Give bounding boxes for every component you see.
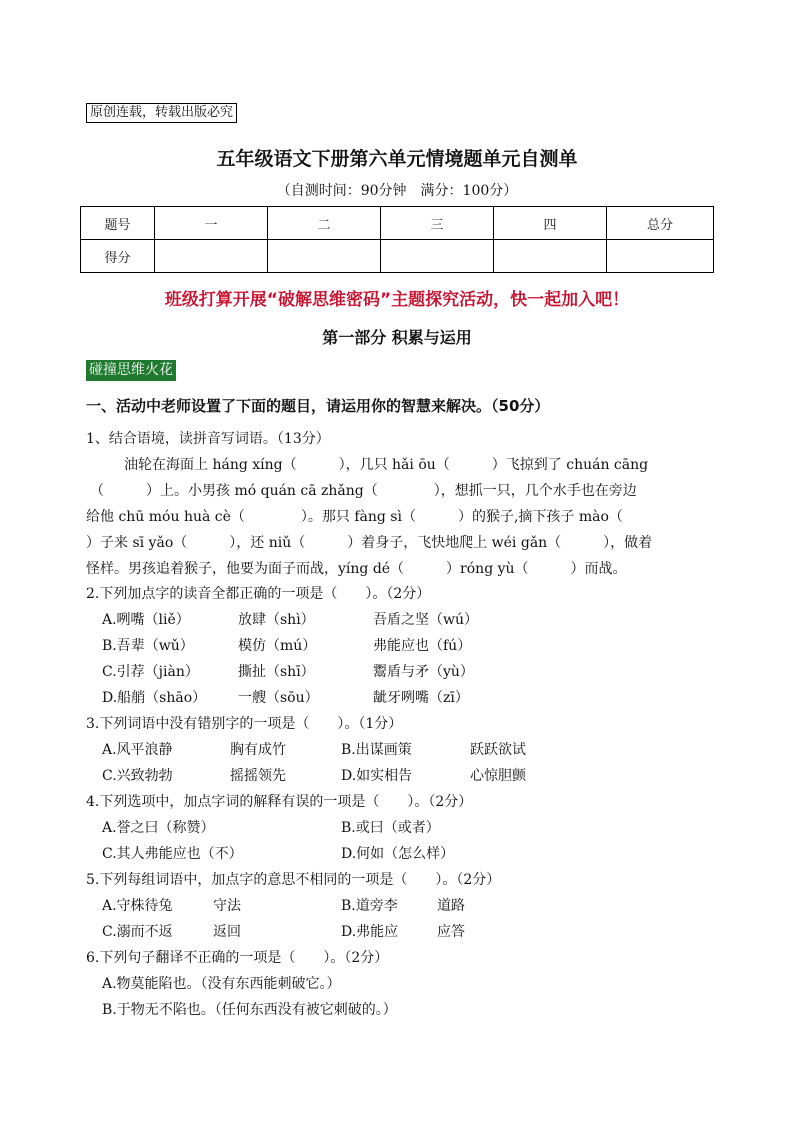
q4-option: C.其人弗能应也（不）	[102, 846, 243, 862]
q1-text-line: 给他 chū móu huà cè（ ）。那只 fàng sì（ ）的猴子,摘下孩子 mào（	[86, 509, 623, 525]
q3-option: 胸有成竹	[230, 742, 286, 758]
q2-option: D.船艄（shāo）	[102, 690, 207, 706]
q1-text-line: ）子来 sī yǎo（ ），还 niǔ（ ）着身子，飞快地爬上 wéi gǎn（ ），做着	[86, 535, 653, 551]
q4-option: A.誉之曰（称赞）	[102, 820, 215, 836]
q3-title: 3.下列词语中没有错别字的一项是（ ）。（1分）	[86, 716, 403, 732]
q4-title: 4.下列选项中，加点字词的解释有误的一项是（ ）。（2分）	[86, 794, 473, 810]
score-header-cell: 题号	[81, 207, 155, 240]
score-header-cell: 四	[494, 207, 607, 240]
score-header-cell: 三	[381, 207, 494, 240]
score-cell[interactable]	[607, 240, 714, 273]
q2-option: 弗能应也（fú）	[373, 638, 472, 654]
q3-option: 跃跃欲试	[470, 742, 526, 758]
q1-text-line: 油轮在海面上 háng xíng（ ），几只 hǎi ōu（ ）飞掠到了 chuán cāng	[124, 457, 649, 473]
copyright-notice: 原创连载，转载出版必究	[86, 103, 237, 123]
q6-title: 6.下列句子翻译不正确的一项是（ ）。（2分）	[86, 950, 389, 966]
q5-title: 5.下列每组词语中，加点字的意思不相同的一项是（ ）。（2分）	[86, 872, 501, 888]
q5-option: 应答	[437, 924, 465, 940]
page-subtitle: （自测时间：90分钟 满分：100分）	[276, 183, 518, 199]
q3-option: C.兴致勃勃	[102, 768, 173, 784]
q2-option: 龇牙咧嘴（zī）	[373, 690, 469, 706]
q5-option: C.溺而不返	[102, 924, 173, 940]
q5-option: 道路	[437, 898, 465, 914]
q1-text-line: （ ）上。小男孩 mó quán cā zhǎng（ ），想抓一只，几个水手也在旁边	[90, 483, 637, 499]
q3-option: D.如实相告	[341, 768, 413, 784]
q2-option: 吾盾之坚（wú）	[373, 612, 478, 628]
q2-option: 鬻盾与矛（yù）	[373, 664, 474, 680]
q2-option: 放肆（shì）	[238, 612, 315, 628]
activity-slogan: 班级打算开展“破解思维密码”主题探究活动，快一起加入吧！	[164, 290, 630, 310]
score-header-cell: 二	[268, 207, 381, 240]
q4-option: D.何如（怎么样）	[341, 846, 455, 862]
q2-option: 一艘（sōu）	[238, 690, 319, 706]
q6-option: B.于物无不陷也。（任何东西没有被它刺破的。）	[102, 1002, 397, 1018]
q5-option: A.守株待兔	[102, 898, 173, 914]
score-table	[80, 206, 714, 273]
score-cell[interactable]	[381, 240, 494, 273]
score-header-cell: 总分	[607, 207, 714, 240]
q5-option: B.道旁李	[341, 898, 398, 914]
q2-option: 模仿（mú）	[238, 638, 317, 654]
q2-option: C.引荐（jiàn）	[102, 664, 199, 680]
q4-option: B.或曰（或者）	[341, 820, 440, 836]
q2-option: 撕扯（shī）	[238, 664, 315, 680]
q1-title: 1、结合语境，读拼音写词语。（13分）	[86, 431, 330, 447]
part-title: 第一部分 积累与运用	[322, 328, 472, 347]
score-table-header-row	[81, 207, 714, 240]
score-cell[interactable]	[155, 240, 268, 273]
q5-option: 守法	[213, 898, 241, 914]
score-header-cell: 一	[155, 207, 268, 240]
q3-option: 心惊胆颤	[470, 768, 526, 784]
score-cell[interactable]	[494, 240, 607, 273]
q6-option: A.物莫能陷也。（没有东西能刺破它。）	[102, 976, 341, 992]
section-heading: 一、活动中老师设置了下面的题目，请运用你的智慧来解决。（50分）	[86, 397, 550, 415]
q3-option: A.风平浪静	[102, 742, 173, 758]
q5-option: 返回	[213, 924, 241, 940]
score-cell[interactable]	[268, 240, 381, 273]
q2-title: 2.下列加点字的读音全都正确的一项是（ ）。（2分）	[86, 586, 431, 602]
page-title: 五年级语文下册第六单元情境题单元自测单	[216, 148, 578, 170]
q2-option: B.吾辈（wǔ）	[102, 638, 194, 654]
q3-option: B.出谋画策	[341, 742, 412, 758]
q2-option: A.咧嘴（liě）	[102, 612, 190, 628]
q3-option: 摇摇领先	[230, 768, 286, 784]
q1-text-line: 怪样。男孩追着猴子，他要为面子而战，yíng dé（ ）róng yù（ ）而战。	[86, 561, 627, 577]
section-tag: 碰撞思维火花	[86, 360, 176, 381]
score-row-label: 得分	[81, 240, 155, 273]
q5-option: D.弗能应	[341, 924, 399, 940]
score-table-score-row	[81, 240, 714, 273]
